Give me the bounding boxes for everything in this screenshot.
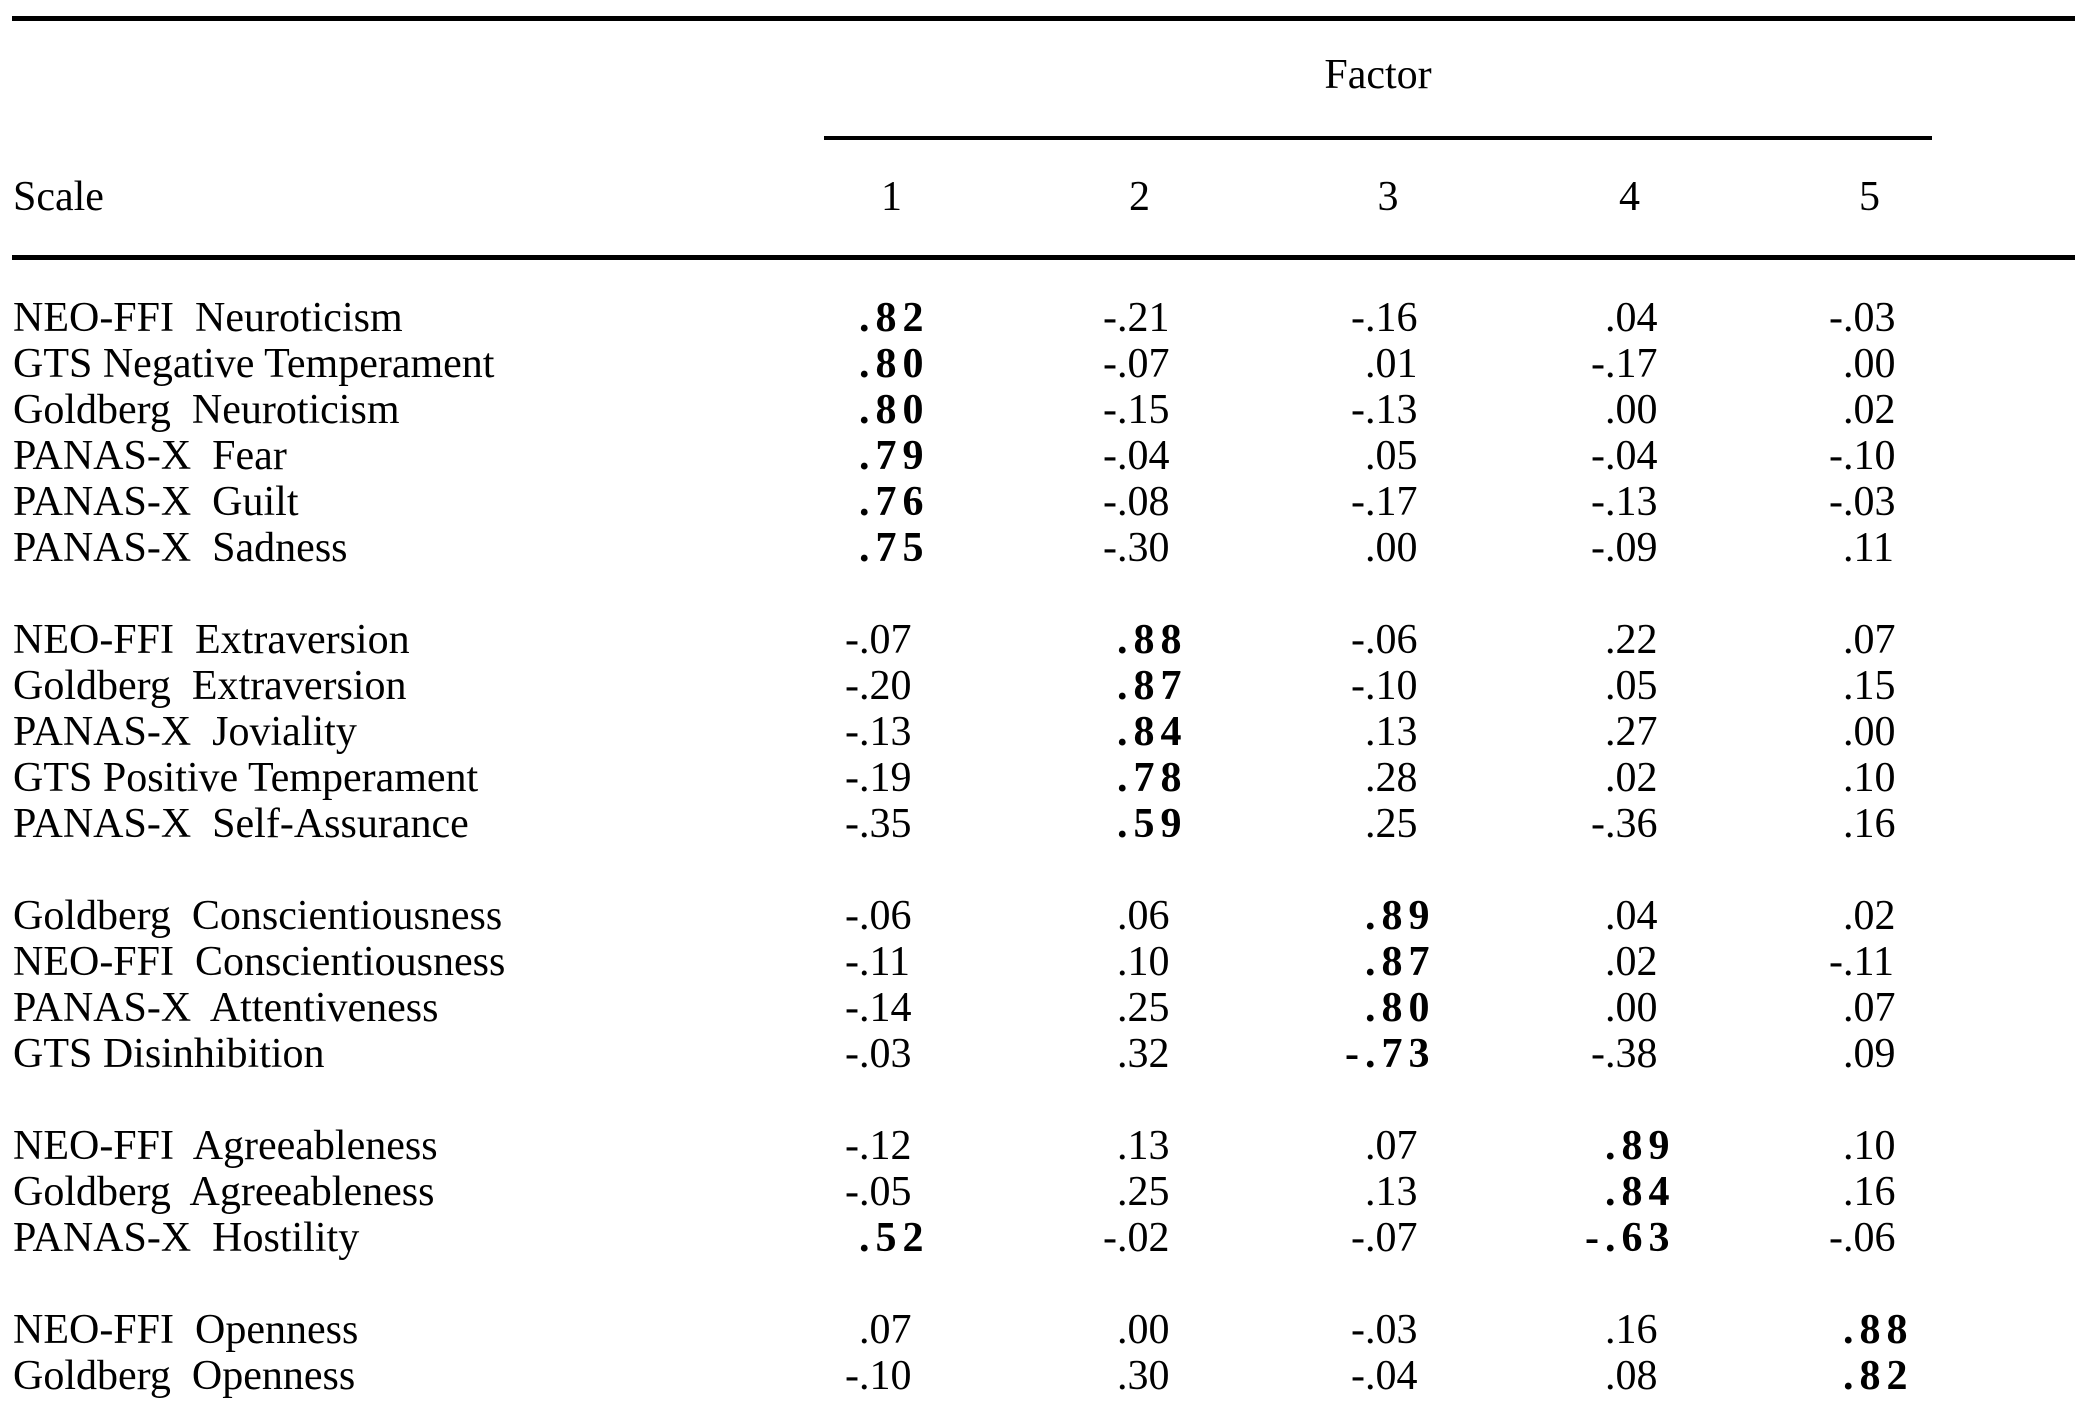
- loading-value: .04: [1605, 893, 1658, 939]
- loading-cell: [1749, 1169, 1990, 1215]
- loading-value: .87: [1365, 939, 1436, 985]
- loading-value: .03: [1365, 1307, 1418, 1353]
- scale-group-neuroticism: [0, 295, 2075, 571]
- loading-cell: [1510, 985, 1749, 1031]
- loading-value: .16: [1843, 801, 1896, 847]
- table-row: [0, 617, 2075, 663]
- loading-value: .35: [859, 801, 912, 847]
- table-row: [0, 1353, 2075, 1399]
- loading-value: .08: [1117, 479, 1170, 525]
- loading-cell: [1749, 387, 1990, 433]
- loading-value: .10: [1843, 1123, 1896, 1169]
- loading-cell: [1266, 939, 1510, 985]
- loading-value: .52: [859, 1215, 930, 1261]
- loading-value: .79: [859, 433, 930, 479]
- loading-cell: [1510, 1353, 1749, 1399]
- loading-value: .02: [1605, 755, 1658, 801]
- loading-value: .80: [859, 387, 930, 433]
- table-row: [0, 1123, 2075, 1169]
- loading-cell: [1013, 1353, 1266, 1399]
- loading-value: .04: [1117, 433, 1170, 479]
- minus-sign: -: [1829, 479, 1843, 525]
- loading-value: .04: [1365, 1353, 1418, 1399]
- loading-cell: [770, 617, 1013, 663]
- loading-cell: [1749, 433, 1990, 479]
- table-row: [0, 1215, 2075, 1261]
- loading-cell: [770, 755, 1013, 801]
- loading-cell: [1013, 663, 1266, 709]
- minus-sign: -: [1351, 1353, 1365, 1399]
- minus-sign: -: [1103, 387, 1117, 433]
- loading-cell: [1749, 939, 1990, 985]
- row-label: Goldberg Agreeableness: [13, 1169, 435, 1215]
- scale-group-openness: [0, 1307, 2075, 1399]
- loading-cell: [1266, 525, 1510, 571]
- loading-value: .15: [1843, 663, 1896, 709]
- row-label: PANAS-X Sadness: [13, 525, 348, 571]
- loading-cell: [770, 387, 1013, 433]
- minus-sign: -: [1103, 295, 1117, 341]
- loading-cell: [1266, 985, 1510, 1031]
- loading-cell: [1749, 801, 1990, 847]
- loading-value: .03: [1843, 479, 1896, 525]
- minus-sign: -: [845, 1169, 859, 1215]
- table-row: [0, 893, 2075, 939]
- loading-value: .05: [1605, 663, 1658, 709]
- minus-sign: -: [1351, 479, 1365, 525]
- loading-value: .00: [1117, 1307, 1170, 1353]
- loading-cell: [1266, 1353, 1510, 1399]
- loading-cell: [1013, 1307, 1266, 1353]
- loading-cell: [1510, 1169, 1749, 1215]
- loading-value: .10: [1117, 939, 1170, 985]
- loading-cell: [1013, 387, 1266, 433]
- row-label: PANAS-X Self-Assurance: [13, 801, 469, 847]
- loading-cell: [1749, 525, 1990, 571]
- loading-cell: [770, 525, 1013, 571]
- loading-value: .07: [859, 1307, 912, 1353]
- loading-cell: [1510, 939, 1749, 985]
- factor-spanner-heading: Factor: [1324, 52, 1432, 98]
- loading-value: .89: [1605, 1123, 1676, 1169]
- loading-value: .16: [1365, 295, 1418, 341]
- row-label: NEO-FFI Conscientiousness: [13, 939, 506, 985]
- loading-value: .80: [859, 341, 930, 387]
- minus-sign: -: [1591, 525, 1605, 571]
- loading-cell: [1266, 709, 1510, 755]
- loading-value: .05: [1365, 433, 1418, 479]
- table-row: [0, 295, 2075, 341]
- loading-cell: [770, 341, 1013, 387]
- factor-column-header-1: 1: [881, 174, 902, 220]
- loading-cell: [770, 295, 1013, 341]
- scale-column-header: Scale: [13, 174, 104, 220]
- row-label: GTS Disinhibition: [13, 1031, 325, 1077]
- loading-value: .02: [1605, 939, 1658, 985]
- loading-value: .06: [1365, 617, 1418, 663]
- loading-cell: [770, 663, 1013, 709]
- minus-sign: -: [1829, 295, 1843, 341]
- loading-cell: [770, 1031, 1013, 1077]
- loading-cell: [1749, 295, 1990, 341]
- loading-value: .04: [1605, 433, 1658, 479]
- minus-sign: -: [1591, 433, 1605, 479]
- loading-value: .76: [859, 479, 930, 525]
- minus-sign: -: [1829, 433, 1843, 479]
- minus-sign: -: [845, 939, 859, 985]
- loading-cell: [1510, 1215, 1749, 1261]
- minus-sign: -: [1591, 1031, 1605, 1077]
- loading-value: .06: [859, 893, 912, 939]
- loading-value: .22: [1605, 617, 1658, 663]
- table-row: [0, 1307, 2075, 1353]
- loading-cell: [1013, 617, 1266, 663]
- loading-value: .00: [1843, 709, 1896, 755]
- loading-value: .16: [1605, 1307, 1658, 1353]
- loading-value: .38: [1605, 1031, 1658, 1077]
- loading-cell: [1510, 801, 1749, 847]
- loading-cell: [1013, 1031, 1266, 1077]
- scale-group-conscientiousness: [0, 893, 2075, 1077]
- loading-cell: [1510, 709, 1749, 755]
- loading-cell: [770, 1123, 1013, 1169]
- loading-value: .75: [859, 525, 930, 571]
- loading-cell: [1013, 709, 1266, 755]
- factor-column-header-5: 5: [1859, 174, 1880, 220]
- table-row: [0, 433, 2075, 479]
- loading-cell: [1510, 525, 1749, 571]
- loading-value: .02: [1843, 387, 1896, 433]
- loading-cell: [1266, 893, 1510, 939]
- row-label: NEO-FFI Agreeableness: [13, 1123, 438, 1169]
- loading-cell: [1266, 479, 1510, 525]
- minus-sign: -: [1351, 1215, 1365, 1261]
- loading-value: .36: [1605, 801, 1658, 847]
- minus-sign: -: [845, 801, 859, 847]
- row-label: GTS Negative Temperament: [13, 341, 495, 387]
- loading-value: .19: [859, 755, 912, 801]
- loading-cell: [770, 985, 1013, 1031]
- loading-cell: [1510, 617, 1749, 663]
- loading-cell: [1510, 755, 1749, 801]
- loading-value: .87: [1117, 663, 1188, 709]
- loading-value: .28: [1365, 755, 1418, 801]
- minus-sign: -: [845, 617, 859, 663]
- loading-value: .20: [859, 663, 912, 709]
- minus-sign: -: [845, 709, 859, 755]
- loading-value: .10: [1843, 755, 1896, 801]
- minus-sign: -: [845, 755, 859, 801]
- loading-cell: [1013, 1123, 1266, 1169]
- table-row: [0, 985, 2075, 1031]
- loading-cell: [1510, 387, 1749, 433]
- row-label: NEO-FFI Openness: [13, 1307, 359, 1353]
- table-row: [0, 1169, 2075, 1215]
- loading-value: .13: [1365, 709, 1418, 755]
- loading-cell: [1013, 893, 1266, 939]
- loading-value: .07: [1117, 341, 1170, 387]
- loading-cell: [1510, 1031, 1749, 1077]
- loading-value: .78: [1117, 755, 1188, 801]
- loading-cell: [1013, 1215, 1266, 1261]
- row-label: NEO-FFI Extraversion: [13, 617, 410, 663]
- row-label: PANAS-X Hostility: [13, 1215, 360, 1261]
- loading-cell: [1510, 295, 1749, 341]
- loading-value: .17: [1605, 341, 1658, 387]
- loading-value: .14: [859, 985, 912, 1031]
- loading-cell: [1749, 341, 1990, 387]
- loading-cell: [770, 479, 1013, 525]
- loading-value: .25: [1365, 801, 1418, 847]
- loading-value: .09: [1605, 525, 1658, 571]
- loading-cell: [1013, 1169, 1266, 1215]
- loading-value: .07: [1365, 1123, 1418, 1169]
- table-row: [0, 479, 2075, 525]
- loading-value: .00: [1605, 387, 1658, 433]
- loading-value: .04: [1605, 295, 1658, 341]
- row-label: PANAS-X Attentiveness: [13, 985, 439, 1031]
- top-rule: [12, 16, 2075, 21]
- minus-sign: -: [845, 893, 859, 939]
- loading-value: .00: [1605, 985, 1658, 1031]
- loading-value: .12: [859, 1123, 912, 1169]
- loading-cell: [1749, 1123, 1990, 1169]
- loading-value: .89: [1365, 893, 1436, 939]
- loading-value: .05: [859, 1169, 912, 1215]
- loading-cell: [1749, 1353, 1990, 1399]
- loading-value: .07: [1843, 985, 1896, 1031]
- loading-value: .11: [859, 939, 910, 985]
- minus-sign: -: [1829, 939, 1843, 985]
- loading-cell: [770, 1353, 1013, 1399]
- minus-sign: -: [1103, 479, 1117, 525]
- factor-column-header-4: 4: [1619, 174, 1640, 220]
- loading-value: .82: [859, 295, 930, 341]
- loading-cell: [1013, 341, 1266, 387]
- loading-value: .07: [859, 617, 912, 663]
- table-body: [0, 295, 2075, 1399]
- loading-cell: [1749, 617, 1990, 663]
- loading-cell: [1266, 617, 1510, 663]
- factor-spanner-rule: [824, 136, 1932, 140]
- minus-sign: -: [1351, 1307, 1365, 1353]
- loading-value: .17: [1365, 479, 1418, 525]
- loading-cell: [1749, 479, 1990, 525]
- factor-column-header-3: 3: [1377, 174, 1399, 220]
- minus-sign: -: [1103, 433, 1117, 479]
- loading-cell: [1266, 1307, 1510, 1353]
- loading-cell: [770, 1307, 1013, 1353]
- loading-cell: [1510, 479, 1749, 525]
- loading-cell: [1510, 341, 1749, 387]
- loading-cell: [1013, 433, 1266, 479]
- table-row: [0, 755, 2075, 801]
- loading-value: .30: [1117, 525, 1170, 571]
- loading-cell: [1266, 433, 1510, 479]
- loading-value: .25: [1117, 1169, 1170, 1215]
- scale-group-extraversion: [0, 617, 2075, 847]
- row-label: Goldberg Openness: [13, 1353, 356, 1399]
- minus-sign: -: [1351, 663, 1365, 709]
- minus-sign: -: [845, 1353, 859, 1399]
- loading-value: .10: [1365, 663, 1418, 709]
- loading-value: .73: [1365, 1031, 1436, 1077]
- loading-value: .02: [1117, 1215, 1170, 1261]
- loading-cell: [1266, 1123, 1510, 1169]
- minus-sign: -: [1829, 1215, 1843, 1261]
- factor-column-header-2: 2: [1129, 174, 1150, 220]
- loading-cell: [1013, 479, 1266, 525]
- table-row: [0, 801, 2075, 847]
- loading-value: .11: [1843, 525, 1894, 571]
- loading-value: .10: [1843, 433, 1896, 479]
- loading-value: .13: [859, 709, 912, 755]
- row-label: Goldberg Extraversion: [13, 663, 407, 709]
- loading-value: .59: [1117, 801, 1188, 847]
- minus-sign: -: [845, 1123, 859, 1169]
- loading-cell: [1266, 295, 1510, 341]
- loading-value: .00: [1365, 525, 1418, 571]
- loading-cell: [1510, 1123, 1749, 1169]
- loading-value: .01: [1365, 341, 1418, 387]
- loading-value: .13: [1605, 479, 1658, 525]
- row-label: NEO-FFI Neuroticism: [13, 295, 403, 341]
- loading-cell: [1510, 893, 1749, 939]
- loading-cell: [770, 939, 1013, 985]
- row-label: PANAS-X Joviality: [13, 709, 357, 755]
- loading-value: .25: [1117, 985, 1170, 1031]
- loading-cell: [1749, 893, 1990, 939]
- loading-cell: [1749, 755, 1990, 801]
- loading-value: .84: [1605, 1169, 1676, 1215]
- row-label: Goldberg Neuroticism: [13, 387, 400, 433]
- loading-value: .03: [859, 1031, 912, 1077]
- minus-sign: -: [1591, 801, 1605, 847]
- loading-cell: [1266, 801, 1510, 847]
- minus-sign: -: [845, 1031, 859, 1077]
- loading-cell: [1749, 1307, 1990, 1353]
- loading-value: .13: [1117, 1123, 1170, 1169]
- loading-cell: [1510, 1307, 1749, 1353]
- loading-cell: [1013, 985, 1266, 1031]
- loading-cell: [1266, 663, 1510, 709]
- loading-cell: [1266, 341, 1510, 387]
- loading-cell: [1266, 1031, 1510, 1077]
- row-label: GTS Positive Temperament: [13, 755, 479, 801]
- minus-sign: -: [1585, 1215, 1605, 1261]
- table-row: [0, 341, 2075, 387]
- minus-sign: -: [1351, 295, 1365, 341]
- loading-value: .80: [1365, 985, 1436, 1031]
- loading-value: .13: [1365, 1169, 1418, 1215]
- minus-sign: -: [1345, 1031, 1365, 1077]
- loading-value: .00: [1843, 341, 1896, 387]
- loading-cell: [770, 709, 1013, 755]
- loading-value: .06: [1843, 1215, 1896, 1261]
- loading-cell: [1749, 1215, 1990, 1261]
- row-label: PANAS-X Fear: [13, 433, 287, 479]
- loading-cell: [1266, 755, 1510, 801]
- loading-value: .16: [1843, 1169, 1896, 1215]
- minus-sign: -: [1103, 341, 1117, 387]
- loading-value: .84: [1117, 709, 1188, 755]
- minus-sign: -: [845, 663, 859, 709]
- loading-value: .10: [859, 1353, 912, 1399]
- row-label: Goldberg Conscientiousness: [13, 893, 503, 939]
- loading-value: .88: [1843, 1307, 1914, 1353]
- minus-sign: -: [1591, 479, 1605, 525]
- table-row: [0, 939, 2075, 985]
- loading-value: .11: [1843, 939, 1894, 985]
- loading-value: .15: [1117, 387, 1170, 433]
- loading-cell: [1510, 433, 1749, 479]
- loading-cell: [1013, 755, 1266, 801]
- table-row: [0, 1031, 2075, 1077]
- loading-value: .13: [1365, 387, 1418, 433]
- table-row: [0, 525, 2075, 571]
- loading-value: .09: [1843, 1031, 1896, 1077]
- minus-sign: -: [1103, 525, 1117, 571]
- loading-cell: [1013, 939, 1266, 985]
- loading-cell: [1266, 1169, 1510, 1215]
- loading-cell: [770, 893, 1013, 939]
- loading-value: .82: [1843, 1353, 1914, 1399]
- loading-value: .06: [1117, 893, 1170, 939]
- minus-sign: -: [1351, 387, 1365, 433]
- loading-cell: [770, 1215, 1013, 1261]
- scale-group-agreeableness: [0, 1123, 2075, 1261]
- loading-value: .88: [1117, 617, 1188, 663]
- loading-value: .07: [1843, 617, 1896, 663]
- loading-cell: [770, 1169, 1013, 1215]
- loading-cell: [1266, 1215, 1510, 1261]
- loading-cell: [1013, 801, 1266, 847]
- loading-cell: [1749, 663, 1990, 709]
- header-body-rule: [12, 255, 2075, 260]
- table-row: [0, 387, 2075, 433]
- loading-cell: [770, 801, 1013, 847]
- loading-cell: [1013, 525, 1266, 571]
- loading-value: .27: [1605, 709, 1658, 755]
- row-label: PANAS-X Guilt: [13, 479, 299, 525]
- loading-cell: [1013, 295, 1266, 341]
- loading-value: .21: [1117, 295, 1170, 341]
- loading-cell: [1510, 663, 1749, 709]
- minus-sign: -: [1351, 617, 1365, 663]
- loading-value: .02: [1843, 893, 1896, 939]
- loading-cell: [1749, 709, 1990, 755]
- table-row: [0, 663, 2075, 709]
- loading-cell: [1749, 1031, 1990, 1077]
- minus-sign: -: [1591, 341, 1605, 387]
- loading-value: .07: [1365, 1215, 1418, 1261]
- loading-cell: [1749, 985, 1990, 1031]
- loading-value: .03: [1843, 295, 1896, 341]
- loading-cell: [770, 433, 1013, 479]
- loading-value: .08: [1605, 1353, 1658, 1399]
- table-row: [0, 709, 2075, 755]
- column-header-row: [0, 174, 2075, 220]
- loading-cell: [1266, 387, 1510, 433]
- loading-value: .30: [1117, 1353, 1170, 1399]
- loading-value: .63: [1605, 1215, 1676, 1261]
- loading-value: .32: [1117, 1031, 1170, 1077]
- minus-sign: -: [1103, 1215, 1117, 1261]
- minus-sign: -: [845, 985, 859, 1031]
